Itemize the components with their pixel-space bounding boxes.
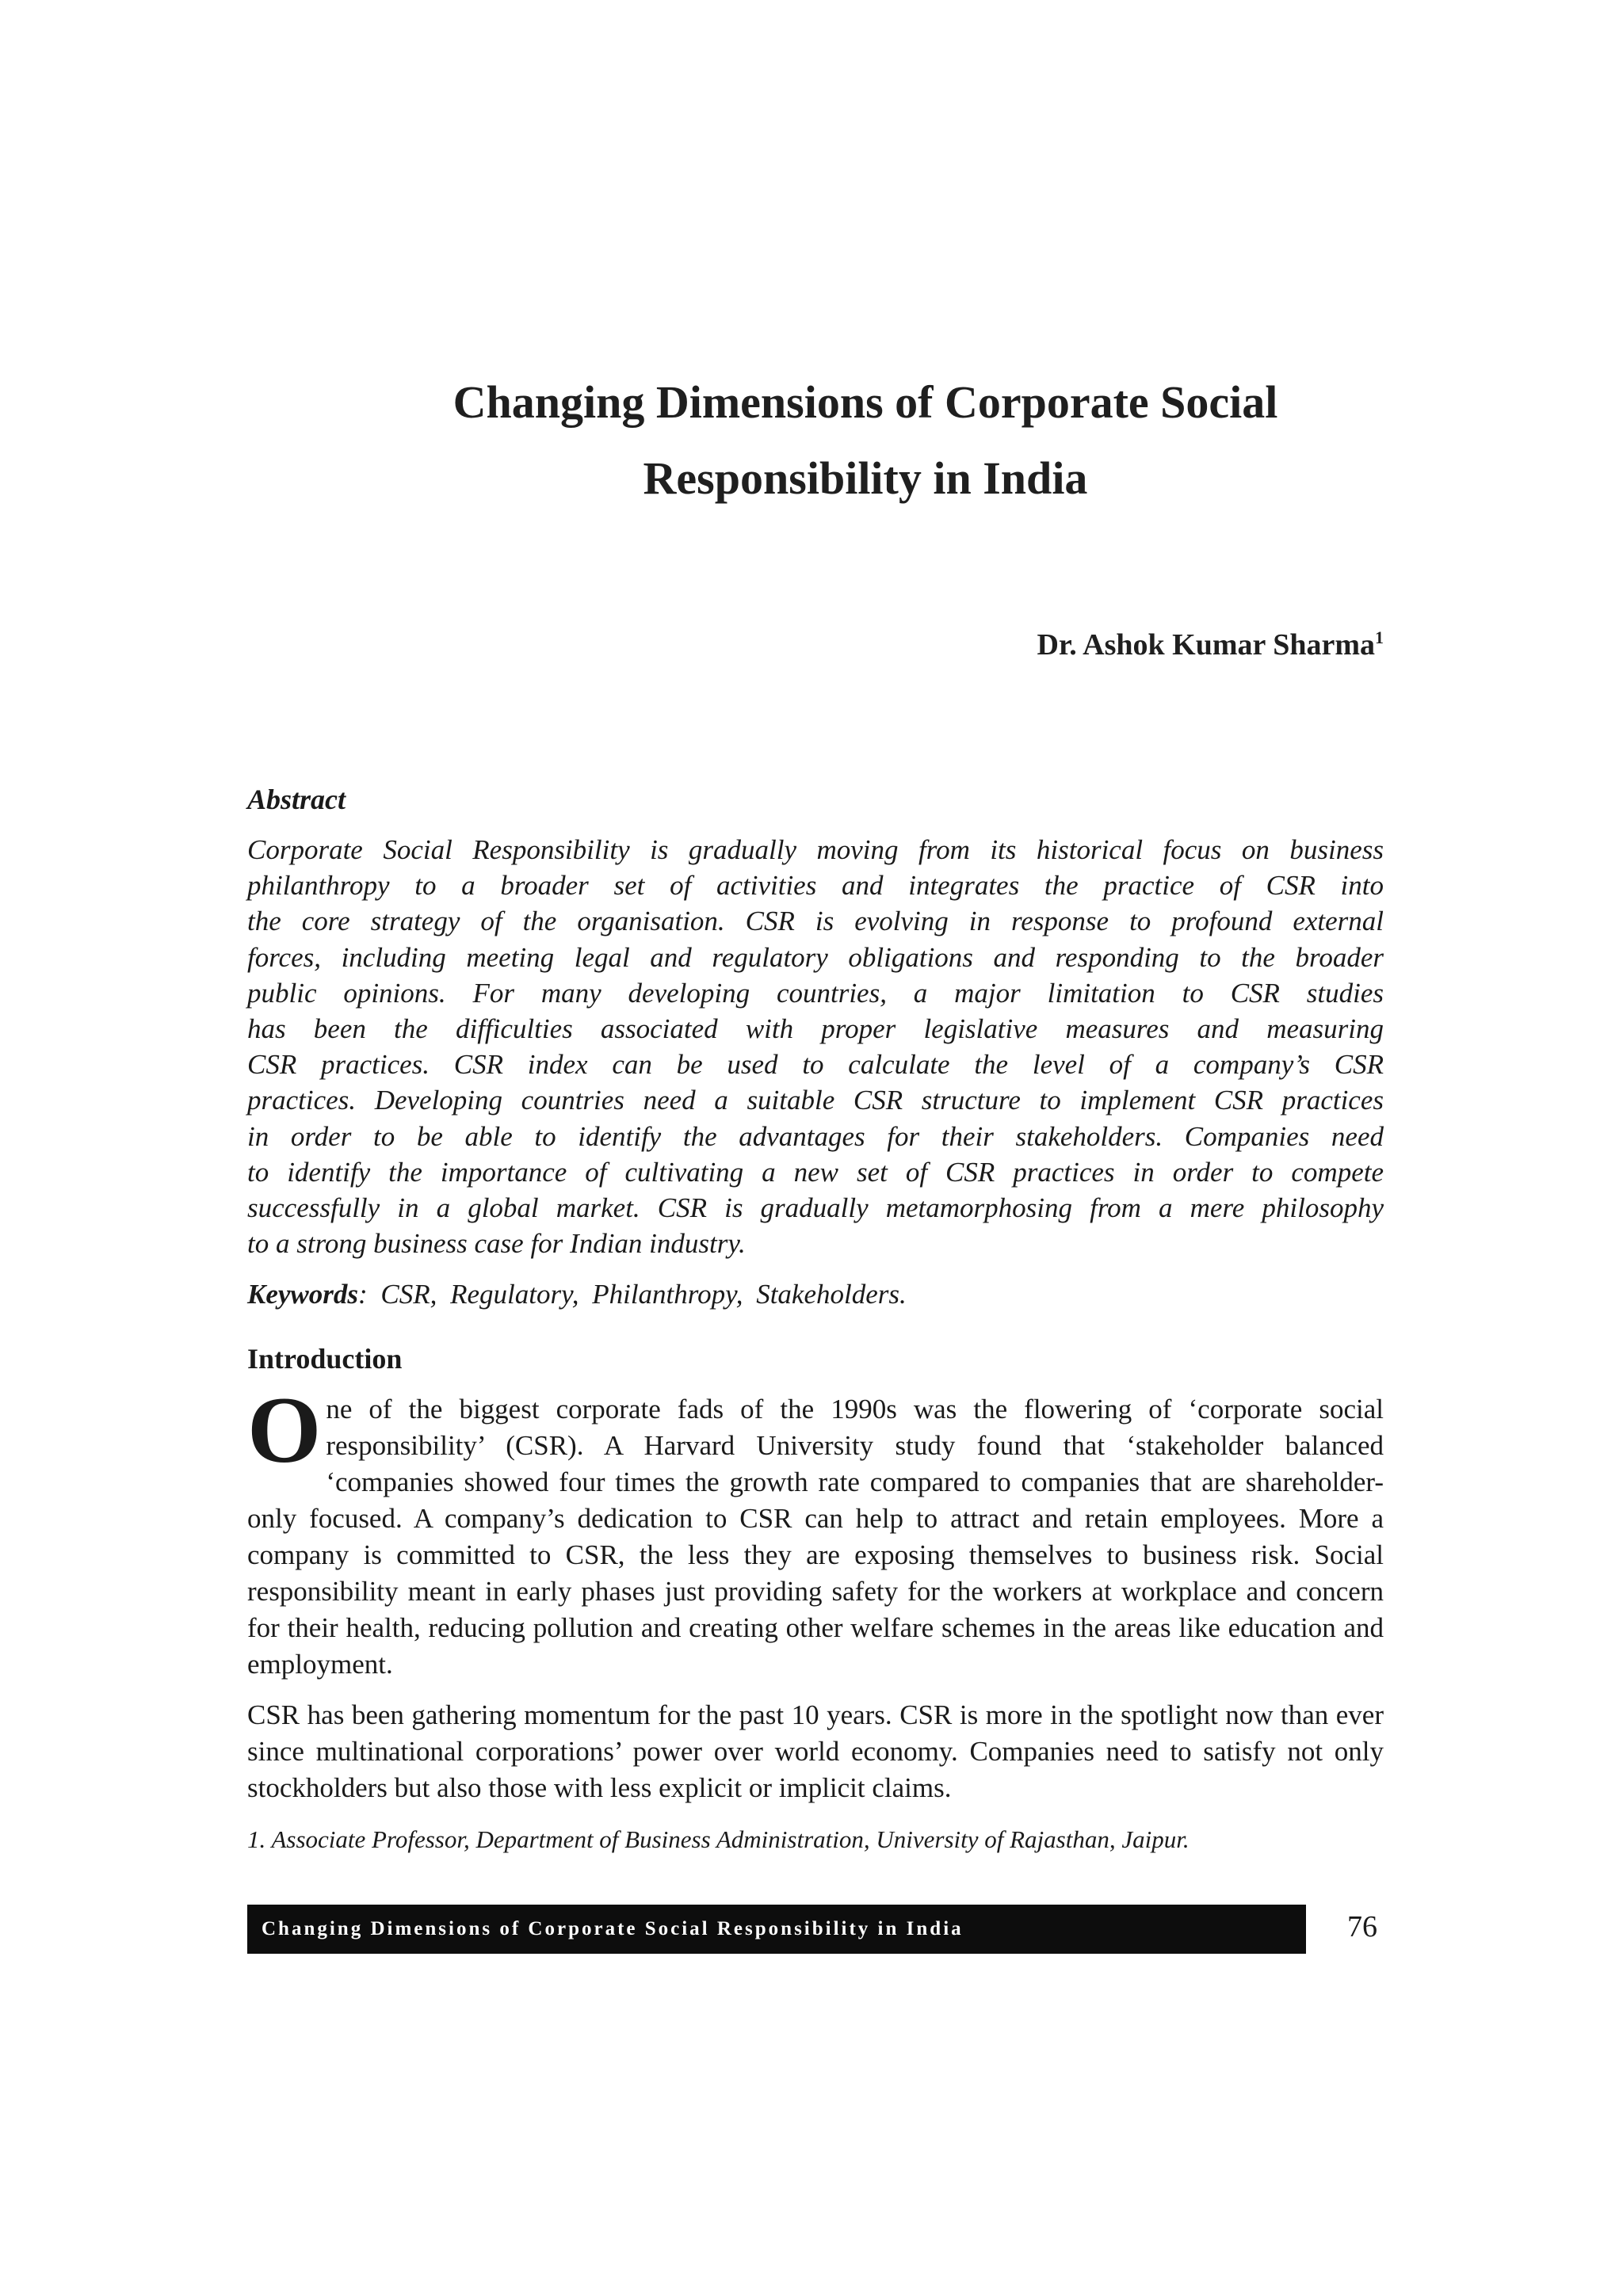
abstract-line: to a strong business case for Indian industry. [247, 1228, 746, 1260]
introduction-heading: Introduction [247, 1343, 403, 1375]
title-line-1: Changing Dimensions of Corporate Social [453, 376, 1278, 428]
abstract-line: public opinions. For many developing countries, a major limitation to CSR studies [247, 977, 1384, 1009]
keywords-text: : CSR, Regulatory, Philanthropy, Stakeholders. [358, 1279, 907, 1310]
page-title [247, 364, 1484, 517]
introduction-paragraph-1 [247, 1377, 1384, 1683]
drop-cap: O [247, 1377, 322, 1482]
title-line-2: Responsibility in India [643, 452, 1088, 504]
abstract-heading: Abstract [247, 784, 346, 815]
abstract-line: successfully in a global market. CSR is gradually metamorphosing from a mere philosophy [247, 1192, 1384, 1224]
introduction-paragraph-2: CSR has been gathering momentum for the past 10 years. CSR is more in the spotlight now than ever since multinational corporations’ power over world economy. Companies need to satisfy not only stockholders but also those with less explicit or implicit claims. [247, 1699, 1384, 1803]
abstract-line: has been the difficulties associated with proper legislative measures and measuring [247, 1013, 1384, 1045]
author-name [1037, 627, 1384, 662]
abstract-body [247, 832, 1384, 1261]
abstract-line: to identify the importance of cultivating a new set of CSR practices in order to compete [247, 1156, 1384, 1188]
page-number: 76 [1347, 1910, 1377, 1943]
paragraph-1-text: ne of the biggest corporate fads of the 1990s was the flowering of ‘corporate social responsibility’ (CSR). A Harvard University study found that ‘stakeholder balanced ‘companies showed four times the growth rate compared to companies that are shareholder-only focused. A company’s dedication to CSR can help to attract and retain employees. More a company is committed to CSR, the less they are exposing themselves to business risk. Social responsibility meant in early phases just providing safety for the workers at workplace and concern for their health, reducing pollution and creating other welfare schemes in the areas like education and employment. [247, 1394, 1384, 1680]
author-footnote-mark: 1 [1375, 627, 1384, 647]
footer-running-title: Changing Dimensions of Corporate Social Responsibility in India [247, 1905, 1306, 1954]
abstract-line: the core strategy of the organisation. CSR is evolving in response to profound external [247, 906, 1384, 937]
footnote: 1. Associate Professor, Department of Business Administration, University of Rajasthan, Jaipur. [247, 1825, 1190, 1853]
keywords [247, 1279, 1384, 1310]
abstract-line: practices. Developing countries need a suitable CSR structure to implement CSR practices [247, 1085, 1384, 1116]
abstract-line: CSR practices. CSR index can be used to calculate the level of a company’s CSR [247, 1049, 1384, 1081]
abstract-line: in order to be able to identify the advantages for their stakeholders. Companies need [247, 1120, 1384, 1152]
abstract-line: forces, including meeting legal and regulatory obligations and responding to the broader [247, 941, 1384, 973]
abstract-line: Corporate Social Responsibility is gradually moving from its historical focus on business [247, 834, 1384, 865]
abstract-line: philanthropy to a broader set of activities and integrates the practice of CSR into [247, 870, 1384, 902]
author-name-text: Dr. Ashok Kumar Sharma [1037, 628, 1375, 662]
keywords-label: Keywords [247, 1279, 358, 1310]
